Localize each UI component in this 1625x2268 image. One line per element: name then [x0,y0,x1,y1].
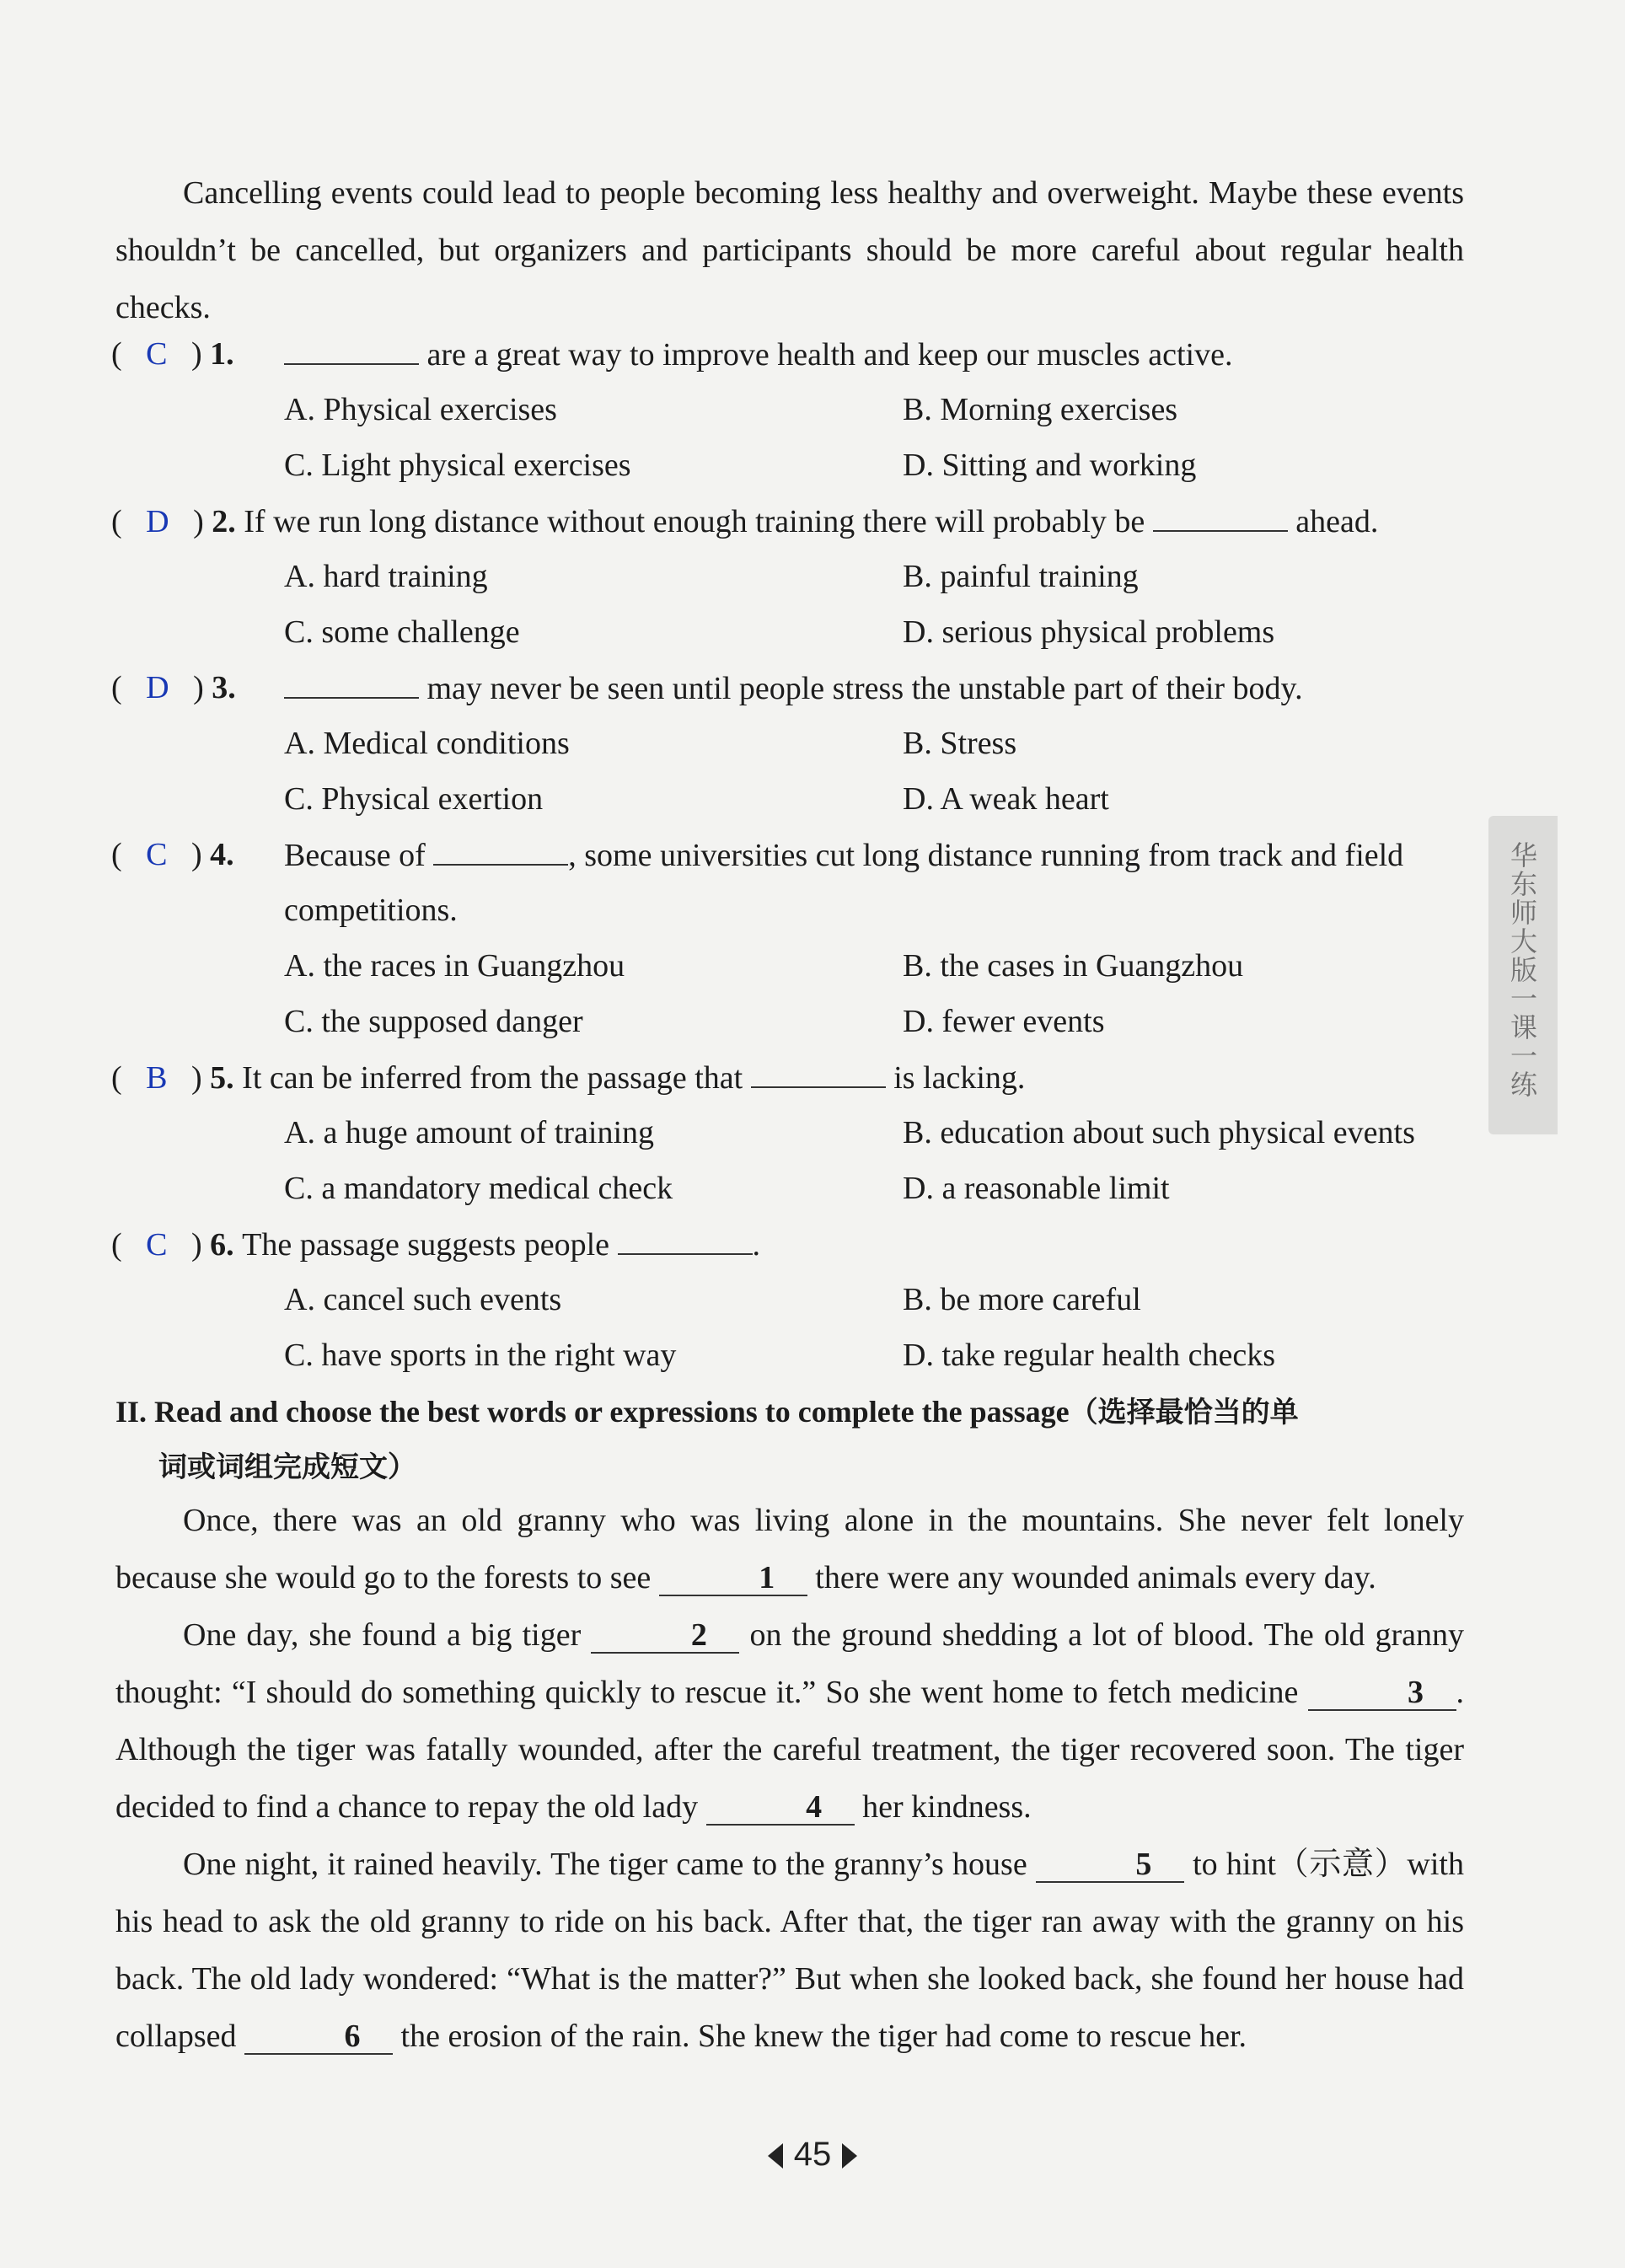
option: A. cancel such events [284,1282,562,1317]
option: C. Light physical exercises [284,448,631,483]
question-1-stem: are a great way to improve health and keep our muscles active. [284,335,1232,374]
option: C. a mandatory medical check [284,1171,673,1206]
option: C. Physical exertion [284,781,544,817]
option: B. the cases in Guangzhou [903,948,1244,984]
answer-mark: C [146,837,168,872]
option: A. hard training [284,559,488,594]
question-4-stem: Because of , some universities cut long distance running from track and field [284,835,1403,875]
option: C. some challenge [284,614,520,650]
answer-blank [284,668,419,699]
section-heading-cont: 词或词组完成短文） [158,1450,416,1484]
option: B. Morning exercises [903,392,1178,427]
option: D. serious physical problems [903,614,1275,650]
option: D. a reasonable limit [903,1171,1170,1206]
question-5: ( B ) 5. It can be inferred from the passage that is lacking. [111,1058,1025,1097]
passage-blank-5: 5 [1036,1847,1184,1883]
question-3: ( D ) 3. [111,670,236,705]
passage-blank-6: 6 [244,2019,393,2055]
option: D. take regular health checks [903,1338,1276,1373]
passage-blank-2: 2 [591,1618,739,1654]
passage-blank-3: 3 [1308,1676,1456,1711]
answer-mark: B [146,1060,168,1096]
question-4-stem-cont: competitions. [284,893,458,928]
answer-mark: D [146,504,169,539]
prev-triangle-icon [766,2142,785,2170]
passage-paragraph-1: Once, there was an old granny who was living alone in the mountains. She never felt lonely because she would go to the forests to see 1 there were any wounded animals every day. [115,1503,1464,1595]
question-4: ( C ) 4. [111,837,234,872]
option: A. the races in Guangzhou [284,948,625,984]
answer-blank [751,1058,886,1088]
option: C. the supposed danger [284,1004,583,1039]
option: A. a huge amount of training [284,1115,655,1150]
answer-blank [433,835,568,866]
question-2: ( D ) 2. If we run long distance without enough training there will probably be ahead. [111,501,1378,541]
answer-mark: D [146,670,169,705]
question-1: ( C ) 1. [111,336,234,372]
option: B. painful training [903,559,1139,594]
option: D. Sitting and working [903,448,1197,483]
option: C. have sports in the right way [284,1338,677,1373]
option: D. A weak heart [903,781,1109,817]
question-3-stem: may never be seen until people stress the unstable part of their body. [284,668,1303,708]
passage-blank-4: 4 [706,1790,855,1826]
answer-blank [618,1225,753,1255]
option: D. fewer events [903,1004,1105,1039]
answer-mark: C [146,1227,168,1263]
intro-paragraph: Cancelling events could lead to people becoming less healthy and overweight. Maybe these events shouldn’t be cancelled, but organizers and participants should be more careful about regular health checks. [115,175,1464,325]
option: B. be more careful [903,1282,1141,1317]
option: B. education about such physical events [903,1115,1415,1150]
option: B. Stress [903,726,1017,761]
answer-blank [1153,501,1288,532]
option: A. Physical exercises [284,392,557,427]
question-6: ( C ) 6. The passage suggests people . [111,1225,760,1264]
passage-paragraph-2: One day, she found a big tiger 2 on the ground shedding a lot of blood. The old granny thought: “I should do something quickly to rescue it.” So she went home to fetch medicine 3 . Although the tiger was fatally wounded, after the careful treatment, the tiger recovered soon. The tiger decided to find a chance to repay the old lady 4 her kindness. [115,1617,1464,1825]
answer-blank [284,335,419,365]
page-number: 45 [0,2136,1625,2174]
side-tab-label: 华东师大版一课一练 [1506,841,1538,1099]
passage-blank-1: 1 [659,1561,807,1596]
answer-mark: C [146,336,168,372]
section-heading: II. Read and choose the best words or expressions to complete the passage（选择最恰当的单 [115,1395,1299,1429]
passage-paragraph-3: One night, it rained heavily. The tiger came to the granny’s house 5 to hint（示意）with his head to ask the old granny to ride on his back. After that, the tiger ran away with the granny on his back. The old lady wondered: “What is the matter?” But when she looked back, she found her house had collapsed 6 the erosion of the rain. She knew the tiger had come to rescue her. [115,1847,1464,2054]
option: A. Medical conditions [284,726,570,761]
next-triangle-icon [840,2142,859,2170]
